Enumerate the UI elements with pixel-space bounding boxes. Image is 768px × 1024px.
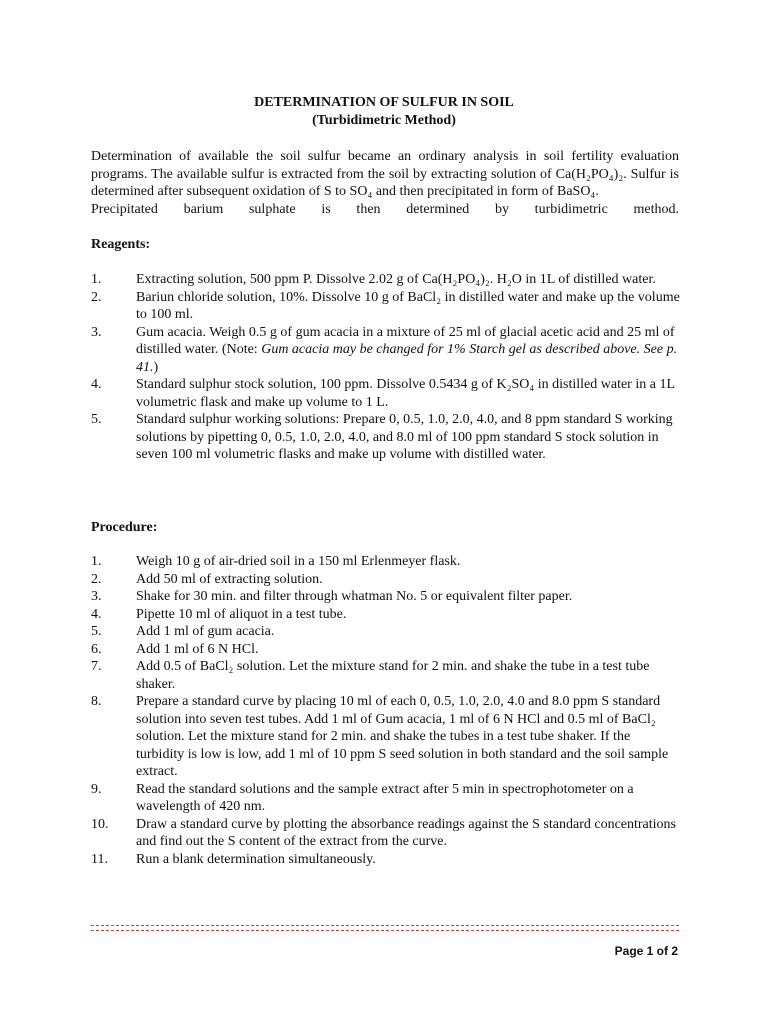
list-item <box>91 588 681 606</box>
item-number: 3. <box>91 589 102 604</box>
item-text: Weigh 10 g of air-dried soil in a 150 ml Erlenmeyer flask. <box>136 554 461 569</box>
list-item <box>91 658 681 693</box>
item-text: Extracting solution, 500 ppm P. Dissolve 2.02 g of Ca(H₂PO₄)₂. H₂O in 1L of distilled water. <box>136 272 656 287</box>
document-title: DETERMINATION OF SULFUR IN SOIL <box>254 95 514 110</box>
item-text: Add 1 ml of gum acacia. <box>136 624 275 639</box>
item-number: 10. <box>91 816 109 832</box>
intro-paragraph <box>91 148 679 218</box>
item-text: Shake for 30 min. and filter through whatman No. 5 or equivalent filter paper. <box>136 589 573 604</box>
procedure-list <box>91 553 681 868</box>
item-text: Run a blank determination simultaneously. <box>136 851 376 867</box>
list-item <box>91 606 681 624</box>
procedure-heading: Procedure: <box>91 520 158 535</box>
item-text: Add 1 ml of 6 N HCl. <box>136 641 259 657</box>
list-item <box>91 411 681 464</box>
item-text: Standard sulphur working solutions: Prepare 0, 0.5, 1.0, 2.0, 4.0, and 8 ppm standard S working solutions by pipetting 0, 0.5, 1.0, 2.0, 4.0, and 8.0 ml of 100 ppm standard S stock solution in seven 100 ml volumetric flasks and make up volume with distilled water. <box>136 412 673 462</box>
intro-text: Determination of available the soil sulfur became an ordinary analysis in soil fertility evaluation programs. The available sulfur is extracted from the soil by extracting solution of Ca(H₂PO₄)₂. Sulfur is determined after subsequent oxidation of S to SO₄ and then precipitated in form of BaSO₄. <box>91 149 679 199</box>
list-item <box>91 781 681 816</box>
item-number: 1. <box>91 272 102 287</box>
document-subtitle: (Turbidimetric Method) <box>312 113 456 128</box>
list-item <box>91 376 681 411</box>
item-text: Pipette 10 ml of aliquot in a test tube. <box>136 606 347 622</box>
list-item <box>91 324 681 377</box>
item-text: Prepare a standard curve by placing 10 ml of each 0, 0.5, 1.0, 2.0, 4.0 and 8.0 ppm S standard solution into seven test tubes. Add 1 ml of Gum acacia, 1 ml of 6 N HCl and 0.5 ml of BaCl₂ solution. Let the mixture stand for 2 min. and shake the tubes in a test tube shaker. If the turbidity is low is low, add 1 ml of 10 ppm S seed solution in both standard and the soil sample extract. <box>136 694 669 779</box>
item-number: 7. <box>91 659 102 674</box>
item-text: Draw a standard curve by plotting the absorbance readings against the S standard concentrations and find out the S content of the extract from the curve. <box>136 816 676 849</box>
item-text: Read the standard solutions and the sample extract after 5 min in spectrophotometer on a wavelength of 420 nm. <box>136 781 634 814</box>
item-number: 1. <box>91 554 102 569</box>
item-number: 2. <box>91 289 102 305</box>
item-text-group <box>136 324 681 377</box>
list-item <box>91 553 681 571</box>
list-item <box>91 571 681 589</box>
item-number: 4. <box>91 606 102 622</box>
item-text: Gum acacia. Weigh 0.5 g of gum acacia in a mixture of 25 ml of glacial acetic acid and 25 ml of distilled water. (Note: <box>136 324 675 357</box>
item-number: 6. <box>91 641 102 657</box>
reagents-heading: Reagents: <box>91 237 151 252</box>
list-item <box>91 851 681 869</box>
list-item <box>91 623 681 641</box>
reagents-list <box>91 271 681 464</box>
item-number: 4. <box>91 377 102 392</box>
intro-text-last-line: Precipitated barium sulphate is then determined by turbidimetric method. <box>91 201 679 217</box>
item-text: Bariun chloride solution, 10%. Dissolve 10 g of BaCl₂ in distilled water and make up the volume to 100 ml. <box>136 289 680 322</box>
list-item <box>91 289 681 324</box>
item-number: 9. <box>91 781 102 797</box>
item-number: 5. <box>91 412 102 427</box>
item-number: 5. <box>91 624 102 639</box>
item-text: Add 0.5 of BaCl₂ solution. Let the mixture stand for 2 min. and shake the tube in a test tube shaker. <box>136 659 650 692</box>
item-number: 3. <box>91 324 102 340</box>
item-number: 2. <box>91 571 102 587</box>
list-item <box>91 641 681 659</box>
page-number: Page 1 of 2 <box>614 944 678 958</box>
item-number: 11. <box>91 851 108 867</box>
item-note-italic: Gum acacia may be changed for 1% Starch gel as described above. See p. 41. <box>136 342 678 375</box>
item-text-tail: ) <box>153 359 159 375</box>
item-text: Add 50 ml of extracting solution. <box>136 571 323 587</box>
list-item <box>91 271 681 289</box>
item-text: Standard sulphur stock solution, 100 ppm. Dissolve 0.5434 g of K₂SO₄ in distilled water in a 1L volumetric flask and make up volume to 1 L. <box>136 377 675 410</box>
list-item <box>91 816 681 851</box>
item-number: 8. <box>91 694 102 709</box>
footer-divider <box>91 925 679 931</box>
list-item <box>91 693 681 781</box>
